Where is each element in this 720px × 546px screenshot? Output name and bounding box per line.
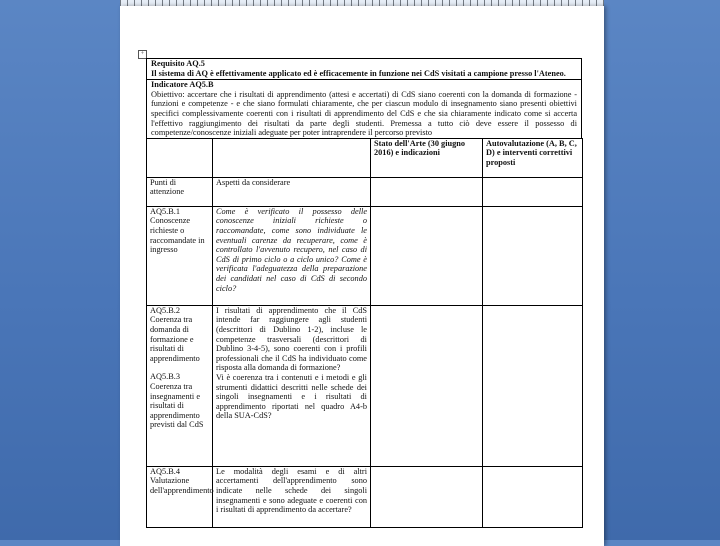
self-evaluation-cell[interactable] (483, 466, 583, 527)
state-cell[interactable] (371, 206, 483, 305)
self-evaluation-cell[interactable] (483, 305, 583, 466)
table-row-status-header (147, 138, 583, 177)
requirement-table (146, 58, 582, 528)
self-evaluation-cell[interactable] (483, 206, 583, 305)
point-cell: AQ5.B.4 Valutazione dell'apprendimento (147, 466, 213, 527)
evaluation-table (146, 138, 583, 528)
indicator-text: Obiettivo: accertare che i risultati di apprendimento (attesi e accertati) di CdS siano coerenti con la domanda di formazione - funzioni e competenze - e che siano formulati chiaramente, che per ciascun modulo di insegnamento siano presenti obiettivi specifici complessivamente coerenti con i risultati di apprendimento del CdS e che sia chiaramente indicato come si accerta l'effettivo raggiungimento dei risultati da parte degli studenti. Premessa a tutto ciò deve essere il possesso di competenze/conoscenze iniziali adeguate per poter intraprendere il percorso previsto (151, 89, 577, 138)
header-state: Stato dell'Arte (30 giugno 2016) e indicazioni (371, 138, 483, 177)
aspects-cell: I risultati di apprendimento che il CdS intende far raggiungere agli studenti (descrittori di Dublino 1-2), incluse le competenze trasversali (descrittori di Dublino 3-4-5), sono coerenti con i profili professionali che il CdS ha individuato come risposta alla domanda di formazione? Vi è coerenza tra i contenuti e i metodi e gli strumenti didattici descritti nelle schede dei singoli insegnamenti e i risultati di apprendimento riportati nel quadro A4-b della SUA-CdS? (213, 305, 371, 466)
table-row-column-header (147, 177, 583, 206)
header-self-evaluation: Autovalutazione (A, B, C, D) e interventi correttivi proposti (483, 138, 583, 177)
table-row (147, 305, 583, 466)
table-row (147, 466, 583, 527)
indicator-block (146, 79, 582, 138)
header-aspects: Aspetti da considerare (213, 177, 371, 206)
state-cell[interactable] (371, 305, 483, 466)
indicator-title: Indicatore AQ5.B (151, 80, 214, 90)
point-cell: AQ5.B.2 Coerenza tra domanda di formazione e risultati di apprendimento AQ5.B.3 Coerenza tra insegnamenti e risultati di apprendimento previsti dal CdS (147, 305, 213, 466)
aspects-cell: Le modalità degli esami e di altri accertamenti dell'apprendimento sono indicate nelle schede dei singoli insegnamenti e sono adeguate e coerenti con i risultati di apprendimento da accertare? (213, 466, 371, 527)
document-page (120, 6, 604, 546)
requirement-text: Il sistema di AQ è effettivamente applicato ed è efficacemente in funzione nei CdS visitati a campione presso l'Ateneo. (151, 68, 566, 78)
requirement-title: Requisito AQ.5 (151, 59, 205, 68)
requirement-header (146, 58, 582, 79)
table-move-handle-icon[interactable]: + (138, 50, 147, 59)
point-cell: AQ5.B.1 Conoscenze richieste o raccomandate in ingresso (147, 206, 213, 305)
header-points: Punti di attenzione (147, 177, 213, 206)
table-row (147, 206, 583, 305)
state-cell[interactable] (371, 466, 483, 527)
aspects-cell: Come è verificato il possesso delle conoscenze iniziali richieste o raccomandate, come sono individuate le eventuali carenze da recuperare, come è controllato l'avvenuto recupero, nel caso di CdS di primo ciclo o a ciclo unico? Come è verificata l'adeguatezza della preparazione dei candidati nel caso di CdS di secondo ciclo? (213, 206, 371, 305)
